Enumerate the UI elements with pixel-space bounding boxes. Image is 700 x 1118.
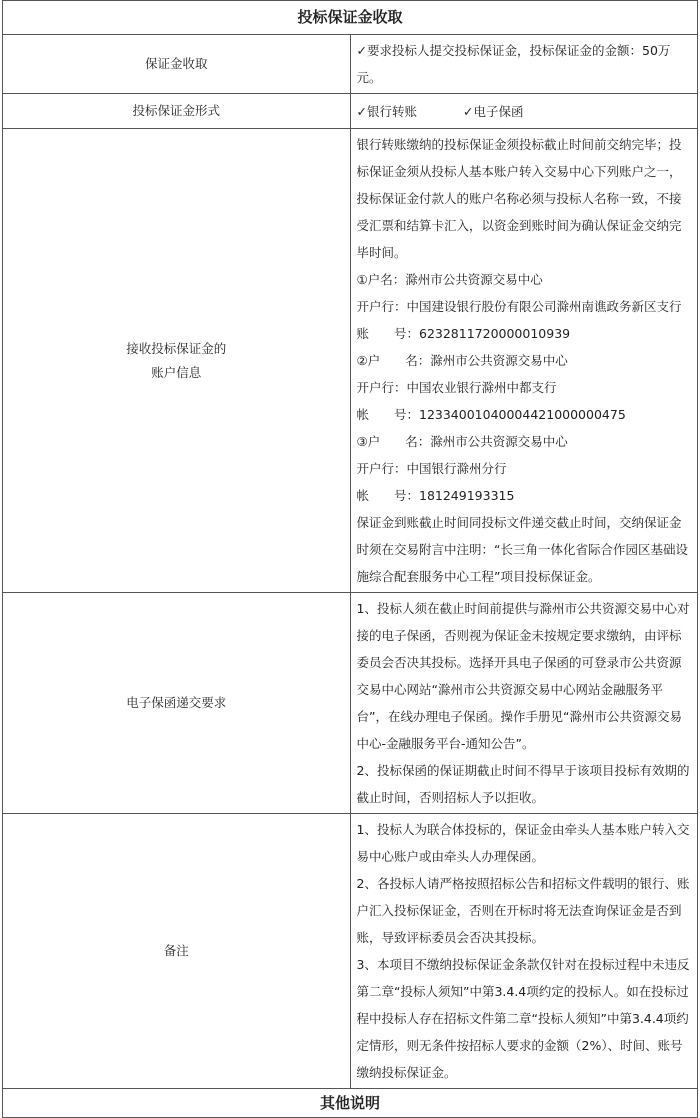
- option-label: 银行转账: [366, 103, 417, 119]
- deposit-form-label: 投标保证金形式: [3, 94, 351, 129]
- deposit-form-value: [350, 94, 698, 129]
- account3-name: ③户 名：滁州市公共资源交易中心: [356, 434, 568, 449]
- account1-number: 账 号：6232811720000010939: [356, 326, 571, 341]
- remarks-item-2: 2、各投标人请严格按照招标公告和招标文件载明的银行、账户汇入投标保证金，否则在开标时将无法查询保证金是否到账，导致评标委员会否决其投标。: [356, 876, 690, 945]
- account3-bank: 开户行：中国银行滁州分行: [356, 461, 507, 476]
- deposit-collect-text: 要求投标人提交投标保证金，投标保证金的金额：50万元。: [356, 43, 671, 85]
- account2-name: ②户 名：滁州市公共资源交易中心: [356, 353, 568, 368]
- option-label: 电子保函: [473, 103, 524, 119]
- guarantee-label: 电子保函递交要求: [3, 593, 351, 814]
- account3-number: 帐 号：181249193315: [356, 488, 515, 503]
- deposit-collect-value: [350, 35, 698, 94]
- accounts-label-line2: 账户信息: [151, 364, 202, 380]
- footer-row: [3, 1089, 698, 1118]
- row-deposit-form: [3, 94, 698, 129]
- section-title: 投标保证金收取: [3, 1, 698, 35]
- remarks-item-3: 3、本项目不缴纳投标保证金条款仅针对在投标过程中未违反第二章“投标人须知”中第3.4.4项约定的投标人。如在投标过程中投标人存在招标文件第二章“投标人须知”中第3.4.4项约定情形，则无条件按招标人要求的金额（2%）、时间、账号缴纳投标保证金。: [356, 957, 690, 1080]
- account1-bank: 开户行：中国建设银行股份有限公司滁州南谯政务新区支行: [356, 299, 682, 314]
- row-guarantee: [3, 593, 698, 814]
- row-deposit-collect: [3, 35, 698, 94]
- checkmark-icon: ✓: [356, 103, 367, 119]
- accounts-note: 保证金到账截止时间同投标文件递交截止时间，交纳保证金时须在交易附言中注明：“长三角一体化省际合作园区基础设施综合配套服务中心工程”项目投标保证金。: [356, 515, 688, 584]
- accounts-content: [350, 129, 698, 593]
- account1-name: ①户名：滁州市公共资源交易中心: [356, 272, 543, 287]
- accounts-label-line1: 接收投标保证金的: [126, 340, 227, 356]
- account2-bank: 开户行：中国农业银行滁州中都支行: [356, 380, 557, 395]
- account2-number: 帐 号：12334001040004421000000475: [356, 407, 626, 422]
- guarantee-item-1: 1、投标人须在截止时间前提供与滁州市公共资源交易中心对接的电子保函，否则视为保证金未按规定要求缴纳，由评标委员会否决其投标。选择开具电子保函的可登录市公共资源交易中心网站“滁州市公共资源交易中心网站金融服务平台”，在线办理电子保函。操作手册见“滁州市公共资源交易中心-金融服务平台-通知公告”。: [356, 601, 690, 751]
- guarantee-content: [350, 593, 698, 814]
- accounts-intro: 银行转账缴纳的投标保证金须投标截止时间前交纳完毕；投标保证金须从投标人基本账户转入交易中心下列账户之一，投标保证金付款人的账户名称必须与投标人名称一致，不接受汇票和结算卡汇入，以资金到账时间为确认保证金交纳完毕时间。: [356, 137, 682, 260]
- remarks-item-1: 1、投标人为联合体投标的，保证金由牵头人基本账户转入交易中心账户或由牵头人办理保函。: [356, 822, 690, 864]
- option-electronic-guarantee: [463, 98, 524, 125]
- checkmark-icon: ✓: [356, 43, 367, 58]
- title-row: [3, 1, 698, 35]
- row-accounts: [3, 129, 698, 593]
- accounts-label: [3, 129, 351, 593]
- option-bank-transfer: [357, 98, 418, 125]
- deposit-collect-label: 保证金收取: [3, 35, 351, 94]
- remarks-label: 备注: [3, 814, 351, 1089]
- deposit-table: [2, 0, 698, 1118]
- other-notes-title: 其他说明: [3, 1089, 698, 1118]
- checkmark-icon: ✓: [463, 103, 474, 119]
- guarantee-item-2: 2、投标保函的保证期截止时间不得早于该项目投标有效期的截止时间，否则招标人予以拒收。: [356, 763, 690, 805]
